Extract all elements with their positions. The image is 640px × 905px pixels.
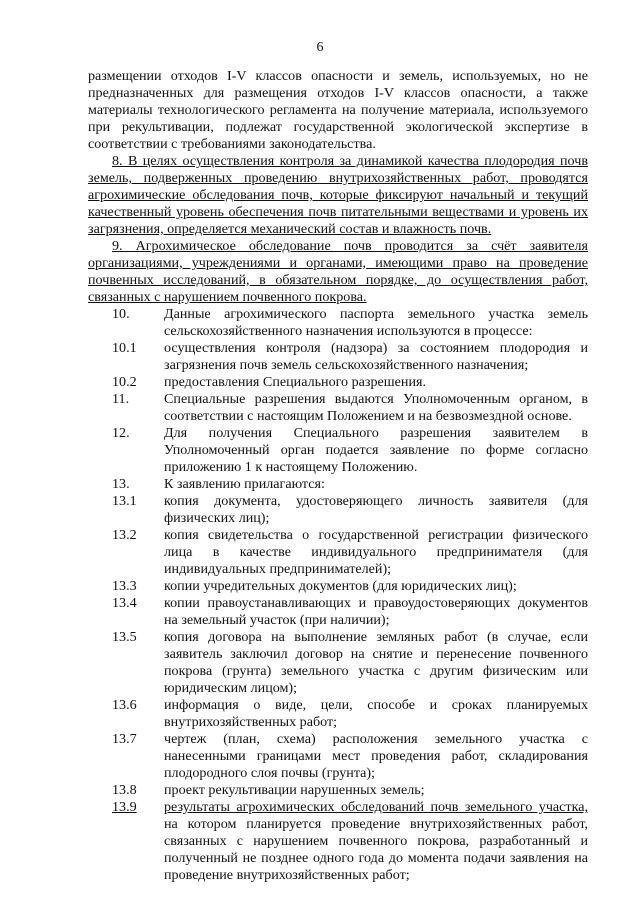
item-text: копия свидетельства о государственной регистрации физического лица в качестве индивидуального предпринимателя (для индивидуальных предпринимателей); xyxy=(164,527,588,577)
item-number: 10. xyxy=(112,306,130,322)
item-10 xyxy=(88,306,588,340)
paragraph-9: 9. Агрохимическое обследование почв проводится за счёт заявителя организациями, учреждениями и органами, имеющими право на проведение почвенных исследований, в обязательном порядке, до осуществления работ, связанных с нарушением почвенного покрова. xyxy=(88,238,588,305)
item-number: 13.9 xyxy=(112,799,137,815)
item-text: копии правоустанавливающих и правоудостоверяющих документов на земельный участок (при наличии); xyxy=(164,595,588,628)
item-text: Данные агрохимического паспорта земельного участка земель сельскохозяйственного назначения используются в процессе: xyxy=(164,306,588,339)
item-text xyxy=(164,799,588,884)
item-text: копия договора на выполнение земляных работ (в случае, если заявитель заключил договор на снятие и перенесение почвенного покрова (грунта) земельного участка с другим физическим или юридическим лицом); xyxy=(164,629,588,696)
item-number: 13.6 xyxy=(112,697,137,713)
item-13-3 xyxy=(88,578,588,595)
item-13 xyxy=(88,476,588,493)
item-number: 10.1 xyxy=(112,340,137,356)
document-body xyxy=(88,68,588,884)
item-text-underlined: результаты агрохимических обследований почв земельного участка, xyxy=(164,799,588,815)
item-text-rest: на котором планируется проведение внутрихозяйственных работ, связанных с нарушением почвенного покрова, разработанный и полученный не позднее одного года до момента подачи заявления на проведение внутрихозяйственных работ; xyxy=(164,816,588,883)
item-number: 13.5 xyxy=(112,629,137,645)
item-number: 13.3 xyxy=(112,578,137,594)
item-11 xyxy=(88,391,588,425)
item-13-1 xyxy=(88,493,588,527)
item-13-8 xyxy=(88,782,588,799)
item-text: копии учредительных документов (для юридических лиц); xyxy=(164,578,517,594)
item-text: Для получения Специального разрешения заявителем в Уполномоченный орган подается заявление по форме согласно приложению 1 к настоящему Положению. xyxy=(164,425,588,475)
page-number: 6 xyxy=(316,40,324,55)
item-13-2 xyxy=(88,527,588,578)
item-10-1 xyxy=(88,340,588,374)
item-text: осуществления контроля (надзора) за состоянием плодородия и загрязнения почв земель сельскохозяйственного назначения; xyxy=(164,340,588,373)
item-text: Специальные разрешения выдаются Уполномоченным органом, в соответствии с настоящим Положением и на безвозмездной основе. xyxy=(164,391,588,424)
item-text: К заявлению прилагаются: xyxy=(164,476,325,492)
item-number: 13.4 xyxy=(112,595,137,611)
item-number: 11. xyxy=(112,391,130,407)
item-number: 13.1 xyxy=(112,493,137,509)
item-13-7 xyxy=(88,731,588,782)
item-number: 12. xyxy=(112,425,130,441)
paragraph-continuation: размещении отходов I-V классов опасности и земель, используемых, но не предназначенных для размещения отходов I-V классов опасности, а также материалы технологического регламента на получение материала, используемого при рекультивации, подлежат государственной экологической экспертизе в соответствии с требованиями законодательства. xyxy=(88,68,588,152)
item-12 xyxy=(88,425,588,476)
item-text: проект рекультивации нарушенных земель; xyxy=(164,782,425,798)
item-10-2 xyxy=(88,374,588,391)
item-13-9 xyxy=(88,799,588,884)
item-text: информация о виде, цели, способе и сроках планируемых внутрихозяйственных работ; xyxy=(164,697,588,730)
item-number: 13.8 xyxy=(112,782,137,798)
item-text: чертеж (план, схема) расположения земельного участка с нанесенными границами мест проведения работ, складирования плодородного слоя почвы (грунта); xyxy=(164,731,588,781)
item-number: 13. xyxy=(112,476,130,492)
item-number: 13.7 xyxy=(112,731,137,747)
item-13-6 xyxy=(88,697,588,731)
item-number: 13.2 xyxy=(112,527,137,543)
item-number: 10.2 xyxy=(112,374,137,390)
item-text: копия документа, удостоверяющего личность заявителя (для физических лиц); xyxy=(164,493,588,526)
paragraph-8: 8. В целях осуществления контроля за динамикой качества плодородия почв земель, подверженных проведению внутрихозяйственных работ, проводятся агрохимические обследования почв, которые фиксируют начальный и текущий качественный уровень обеспечения почв питательными веществами и уровень их загрязнения, определяется механический состав и влажность почв. xyxy=(88,153,588,237)
item-13-4 xyxy=(88,595,588,629)
item-text: предоставления Специального разрешения. xyxy=(164,374,427,390)
item-13-5 xyxy=(88,629,588,697)
